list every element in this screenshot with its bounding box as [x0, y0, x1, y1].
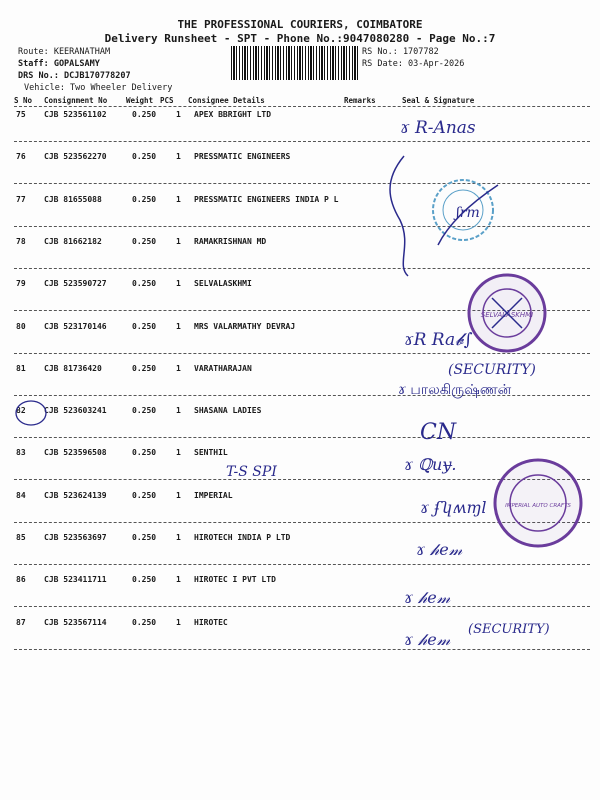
- row-consignment-no: CJB 523596508: [44, 448, 107, 457]
- row-consignee: SHASANA LADIES: [194, 406, 262, 415]
- stamp-84-text: IMPERIAL AUTO CRAFTS: [505, 503, 571, 509]
- security-note-81: (SECURITY): [448, 362, 536, 378]
- row-weight: 0.250: [132, 322, 157, 331]
- row-consignee: VARATHARAJAN: [194, 364, 252, 373]
- row-sno: 79: [16, 279, 26, 288]
- row-consignment-no: CJB 523590727: [44, 279, 107, 288]
- row-divider: [14, 564, 590, 565]
- row-consignment-no: CJB 81655088: [44, 195, 102, 204]
- row-consignment-no: CJB 523567114: [44, 618, 107, 627]
- row-weight: 0.250: [132, 491, 157, 500]
- row-sno: 84: [16, 491, 26, 500]
- table-row: [0, 195, 600, 237]
- row-weight: 0.250: [132, 195, 157, 204]
- row-consignment-no: CJB 81736420: [44, 364, 102, 373]
- row-divider: [14, 606, 590, 607]
- row-divider: [14, 437, 590, 438]
- row-sno: 76: [16, 152, 26, 161]
- signature-75: ɤ R-Anas: [400, 118, 476, 138]
- row-consignee: RAMAKRISHNAN MD: [194, 237, 267, 246]
- row-sno: 78: [16, 237, 26, 246]
- row-sno: 75: [16, 110, 26, 119]
- row-pcs: 1: [176, 279, 181, 288]
- row-sno: 83: [16, 448, 26, 457]
- row-consignee: HIROTEC I PVT LTD: [194, 575, 276, 584]
- table-row: [0, 575, 600, 617]
- circle-mark-82: [14, 398, 48, 432]
- rs-number: RS No.: 1707782: [362, 47, 439, 57]
- table-row: [0, 406, 600, 448]
- row-sno: 87: [16, 618, 26, 627]
- row-weight: 0.250: [132, 110, 157, 119]
- row-consignment-no: CJB 523562270: [44, 152, 107, 161]
- row-consignee: HIROTECH INDIA P LTD: [194, 533, 291, 542]
- row-pcs: 1: [176, 110, 181, 119]
- row-sno: 80: [16, 322, 26, 331]
- row-consignee: IMPERIAL: [194, 491, 233, 500]
- row-pcs: 1: [176, 575, 181, 584]
- row-consignee: APEX BBRIGHT LTD: [194, 110, 272, 119]
- row-weight: 0.250: [132, 575, 157, 584]
- table-row: [0, 152, 600, 194]
- bracket-mark-76-78: [382, 150, 422, 284]
- row-pcs: 1: [176, 448, 181, 457]
- staff-label: Staff: GOPALSAMY: [18, 59, 100, 69]
- row-weight: 0.250: [132, 448, 157, 457]
- row-consignment-no: CJB 523170146: [44, 322, 107, 331]
- vehicle-label: Vehicle: Two Wheeler Delivery: [24, 83, 173, 93]
- runsheet-subtitle: Delivery Runsheet - SPT - Phone No.:9047080280 - Page No.:7: [104, 32, 496, 45]
- row-sno: 77: [16, 195, 26, 204]
- row-consignee: SENTHIL: [194, 448, 228, 457]
- stamp-79: [462, 268, 552, 362]
- signature-83: ɤ ℚuɏ.: [404, 455, 457, 474]
- row-weight: 0.250: [132, 533, 157, 542]
- stamp-79-text: SELVALASKHMI: [480, 311, 534, 319]
- col-consignee: Consignee Details: [188, 96, 265, 105]
- company-title: THE PROFESSIONAL COURIERS, COIMBATORE: [177, 18, 423, 31]
- row-pcs: 1: [176, 533, 181, 542]
- signature-87: ɤ 𝒽𝑒𝓂: [404, 630, 451, 649]
- remark-83: T-S SPI: [226, 464, 277, 480]
- row-weight: 0.250: [132, 406, 157, 415]
- row-consignee: MRS VALARMATHY DEVRAJ: [194, 322, 296, 331]
- signature-84: ɤ ʄʮʍɱl: [420, 498, 487, 517]
- col-weight: Weight: [126, 96, 154, 105]
- row-pcs: 1: [176, 364, 181, 373]
- row-sno: 82: [16, 406, 26, 415]
- row-weight: 0.250: [132, 279, 157, 288]
- row-weight: 0.250: [132, 618, 157, 627]
- row-consignment-no: CJB 523561102: [44, 110, 107, 119]
- row-pcs: 1: [176, 152, 181, 161]
- row-sno: 86: [16, 575, 26, 584]
- signature-80: ɤR Ra𝓫∫: [404, 330, 473, 350]
- row-consignment-no: CJB 523603241: [44, 406, 107, 415]
- route-label: Route: KEERANATHAM: [18, 47, 111, 57]
- row-consignment-no: CJB 81662182: [44, 237, 102, 246]
- row-sno: 81: [16, 364, 26, 373]
- tamil-signature-81: ɤ பாலகிருஷ்ணன்: [398, 382, 512, 398]
- barcode: [231, 46, 359, 80]
- rs-date: RS Date: 03-Apr-2026: [362, 59, 465, 69]
- row-consignment-no: CJB 523563697: [44, 533, 107, 542]
- row-consignee: PRESSMATIC ENGINEERS: [194, 152, 291, 161]
- row-pcs: 1: [176, 322, 181, 331]
- row-divider: [14, 649, 590, 650]
- row-pcs: 1: [176, 406, 181, 415]
- row-pcs: 1: [176, 237, 181, 246]
- row-pcs: 1: [176, 491, 181, 500]
- col-pcs: PCS: [160, 96, 174, 105]
- header-divider: [14, 106, 590, 107]
- row-weight: 0.250: [132, 364, 157, 373]
- stamp-84-85: [490, 455, 586, 555]
- row-pcs: 1: [176, 618, 181, 627]
- signature-86: ɤ 𝒽𝑒𝓂: [404, 588, 451, 607]
- drs-number: DRS No.: DCJB170778207: [18, 71, 131, 81]
- row-weight: 0.250: [132, 152, 157, 161]
- row-divider: [14, 141, 590, 142]
- col-sno: S No: [14, 96, 33, 105]
- handwritten-name-75: R-Anas: [415, 118, 476, 138]
- col-consignment: Consignment No: [44, 96, 108, 105]
- row-weight: 0.250: [132, 237, 157, 246]
- col-seal-signature: Seal & Signature: [402, 96, 475, 105]
- row-consignment-no: CJB 523411711: [44, 575, 107, 584]
- security-note-87: (SECURITY): [468, 622, 550, 637]
- table-row: [0, 110, 600, 152]
- row-consignee: HIROTEC: [194, 618, 228, 627]
- initials-82: CN: [420, 420, 457, 445]
- row-consignment-no: CJB 523624139: [44, 491, 107, 500]
- row-consignee: PRESSMATIC ENGINEERS INDIA P L: [194, 195, 339, 204]
- row-sno: 85: [16, 533, 26, 542]
- row-consignee: SELVALASKHMI: [194, 279, 252, 288]
- signature-85: ɤ 𝒽𝑒𝓂: [416, 540, 463, 559]
- col-remarks: Remarks: [344, 96, 376, 105]
- row-pcs: 1: [176, 195, 181, 204]
- signature-77: ʃrm: [456, 205, 480, 221]
